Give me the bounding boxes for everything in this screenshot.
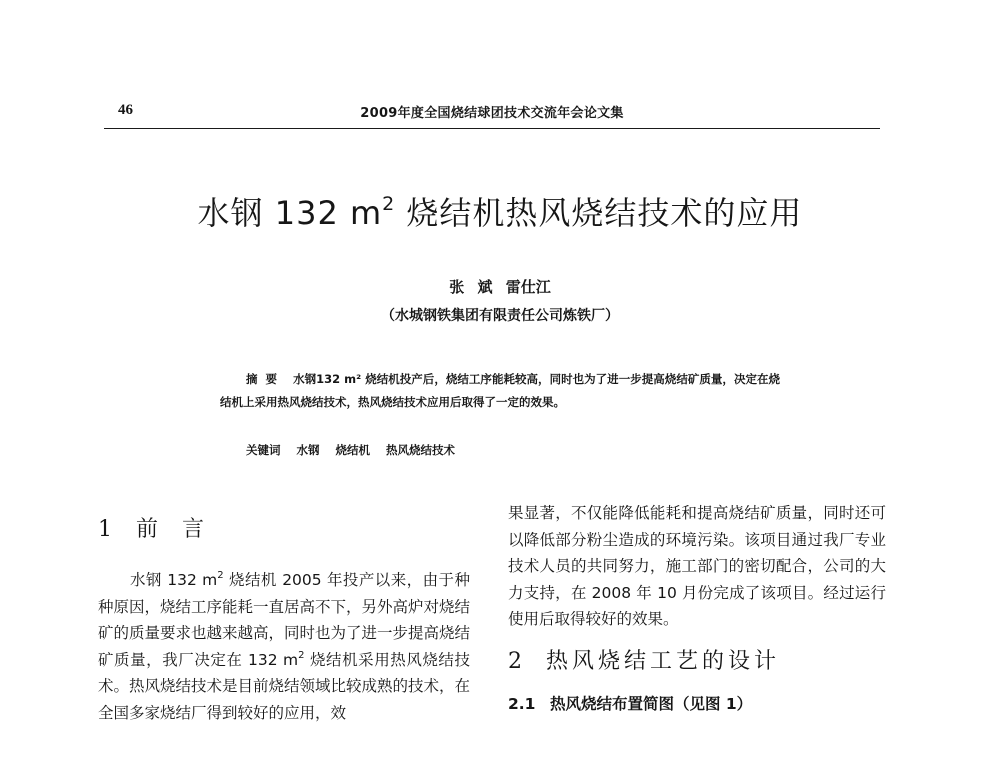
header-divider [104,128,880,129]
paper-title-prefix: 水钢 132 m [197,194,383,232]
keyword: 烧结机 [335,443,371,457]
paragraph-text: 烧结机 2005 年投产以来，由于种种原因，烧结工序能耗一直居高不下，另外高炉对烧结矿的质量要求也越来越高，同时也为了进一步提高烧结矿质量，我厂决定在 132 m [98,571,471,669]
paragraph-text: 烧结机采用热风烧结技术。热风烧结技术是目前烧结领域比较成熟的技术，在全国多家烧结厂得到较好的应用，效 [98,650,471,722]
abstract [220,368,780,414]
authors: 张 斌 雷仕江 [449,278,551,296]
running-header [104,98,880,128]
subsection-title: 热风烧结布置简图（见图 1） [550,694,753,713]
intro-paragraph-continued: 果显著，不仅能降低能耗和提高烧结矿质量，同时还可以降低部分粉尘造成的环境污染。该项目通过我厂专业技术人员的共同努力，施工部门的密切配合，公司的大力支持，在 2008 年 10 月份完成了该项目。经过运行使用后取得较好的效果。 [508,504,886,628]
superscript: 2 [217,570,224,581]
paper-title [0,188,1000,234]
section-title: 前言 [136,517,229,542]
section-title: 热风烧结工艺的设计 [546,648,781,674]
section-heading [98,515,470,545]
abstract-text: 水钢132 m² 烧结机投产后，烧结工序能耗较高，同时也为了进一步提高烧结矿质量，决定在烧结机上采用热风烧结技术，热风烧结技术应用后取得了一定的效果。 [220,372,781,409]
keywords [246,442,467,458]
paper-title-superscript: 2 [382,193,396,215]
section-number: 2 [508,648,524,674]
paragraph-text: 水钢 132 m [130,571,218,589]
keyword: 热风烧结技术 [386,443,456,457]
proceedings-title: 2009年度全国烧结球团技术交流年会论文集 [360,106,624,121]
abstract-label: 摘要 [246,372,286,386]
section-heading [508,647,886,677]
intro-paragraph [98,567,470,726]
keyword: 水钢 [296,443,320,457]
keywords-label: 关键词 [246,443,281,457]
section-number: 1 [98,517,114,542]
paper-title-suffix: 烧结机热风烧结技术的应用 [395,194,803,232]
left-column [98,515,470,726]
right-column [508,500,886,717]
subsection-number: 2.1 [508,694,536,713]
affiliation: （水城钢铁集团有限责任公司炼铁厂） [381,308,619,324]
page-number: 46 [118,102,133,118]
subsection-heading [508,691,886,718]
superscript: 2 [298,649,305,661]
